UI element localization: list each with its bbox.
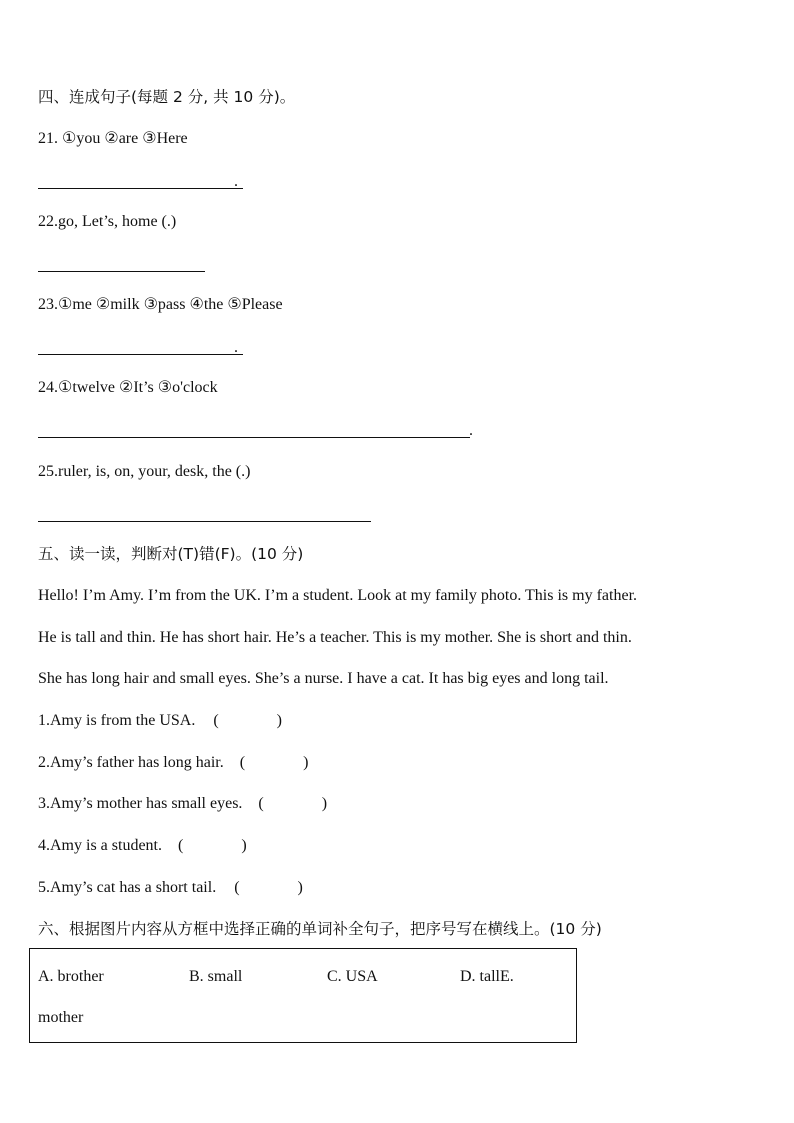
answer-paren-close: ) <box>241 837 247 854</box>
judge-item-text: 4.Amy is a student. <box>38 837 162 854</box>
judge-item-text: 5.Amy’s cat has a short tail. <box>38 879 217 896</box>
answer-line-21[interactable] <box>38 188 243 189</box>
answer-line-22[interactable] <box>38 271 205 272</box>
judge-item-5 <box>38 877 303 899</box>
judge-item-3 <box>38 793 327 815</box>
question-21: 21. ①you ②are ③Here <box>38 130 188 147</box>
judge-item-text: 1.Amy is from the USA. <box>38 712 196 729</box>
passage-line-2: He is tall and thin. He has short hair. He’s a teacher. This is my mother. She is short and thin. <box>38 629 632 646</box>
question-23: 23.①me ②milk ③pass ④the ⑤Please <box>38 296 283 313</box>
answer-line-23-period: . <box>234 339 238 356</box>
answer-paren-close: ) <box>297 879 303 896</box>
judge-item-2 <box>38 752 308 774</box>
word-bank-box <box>29 948 577 1043</box>
section-5-heading: 五、读一读，判断对(T)错(F)。(10 分) <box>38 545 304 563</box>
answer-paren-open: ( <box>213 712 219 729</box>
judge-item-text: 2.Amy’s father has long hair. <box>38 754 224 771</box>
answer-paren-open: ( <box>234 879 240 896</box>
question-25: 25.ruler, is, on, your, desk, the (.) <box>38 463 251 480</box>
section-6-heading: 六、根据图片内容从方框中选择正确的单词补全句子，把序号写在横线上。(10 分) <box>38 920 602 938</box>
question-24: 24.①twelve ②It’s ③o'clock <box>38 379 218 396</box>
section-4-heading: 四、连成句子(每题 2 分, 共 10 分)。 <box>38 88 296 106</box>
answer-line-25[interactable] <box>38 521 371 522</box>
answer-line-23[interactable] <box>38 354 243 355</box>
answer-line-24-period: . <box>469 422 473 439</box>
option-b: B. small <box>189 968 243 985</box>
passage-line-3: She has long hair and small eyes. She’s a nurse. I have a cat. It has big eyes and long tail. <box>38 670 609 687</box>
judge-item-text: 3.Amy’s mother has small eyes. <box>38 795 243 812</box>
answer-paren-close: ) <box>321 795 328 812</box>
judge-item-1 <box>38 710 282 732</box>
answer-paren-open: ( <box>258 795 264 812</box>
option-e: mother <box>38 1009 84 1026</box>
option-d: D. tallE. <box>460 968 514 985</box>
answer-paren-close: ) <box>276 712 282 729</box>
option-a: A. brother <box>38 968 104 985</box>
answer-line-24[interactable] <box>38 437 470 438</box>
answer-paren-open: ( <box>178 837 184 854</box>
option-c: C. USA <box>327 968 378 985</box>
judge-item-4 <box>38 835 247 857</box>
answer-line-21-period: . <box>234 173 238 190</box>
answer-paren-open: ( <box>239 754 246 771</box>
question-22: 22.go, Let’s, home (.) <box>38 213 177 230</box>
passage-line-1: Hello! I’m Amy. I’m from the UK. I’m a student. Look at my family photo. This is my father. <box>38 587 638 604</box>
answer-paren-close: ) <box>303 754 309 771</box>
